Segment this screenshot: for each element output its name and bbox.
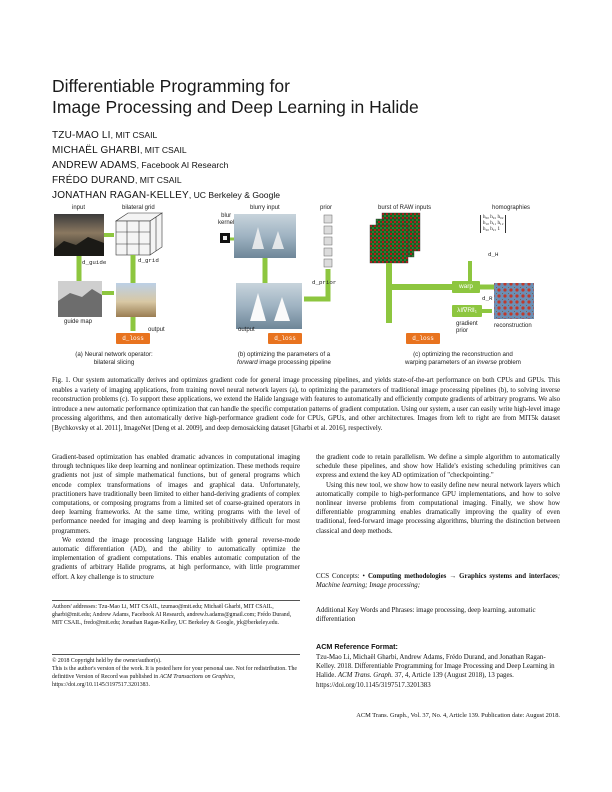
reconstruction-image bbox=[494, 283, 534, 319]
author: ANDREW ADAMS, Facebook AI Research bbox=[52, 160, 229, 171]
loss-node-b: d_loss bbox=[268, 333, 302, 344]
title-line-2: Image Processing and Deep Learning in Halide bbox=[52, 97, 419, 117]
label-homographies: homographies bbox=[492, 205, 531, 211]
gradient-prior-node: λ‖∇R‖₁ bbox=[452, 305, 482, 317]
figure-1 bbox=[52, 203, 560, 370]
homography-matrix: h₀₀ h₀₁ h₀₂ h₁₀ h₁₁ h₁₂ h₂₀ h₂₁ 1 bbox=[480, 215, 506, 233]
figure-caption: Fig. 1. Our system automatically derives and optimizes gradient code for general image processing pipelines, and yields state-of-the-art performance on both CPUs and GPUs. This enables a variety of imaging applications, from training novel neural network layers (a), to optimizing the parameters of traditional image processing pipelines (b), to solving inverse reconstruction problems (c). To support these applications, we extend the Halide language with features to automatically and efficiently compute gradients of arbitrary programs. We also introduce a new automatic performance optimization that can handle the specific computation patterns of gradient computation. Using our system, a user can easily write high-level image processing algorithms, and then automatically derive high-performance gradient code for CPUs, GPUs, and other architectures. Images from left to right are from MIT5k dataset [Bychkovsky et al. 2011], ImageNet [Deng et al. 2009], and deep demosaicking dataset [Gharbi et al. 2016], respectively. bbox=[52, 377, 560, 432]
label-guide-map: guide map bbox=[64, 319, 93, 325]
keywords: Additional Key Words and Phrases: image processing, deep learning, automatic differentiation bbox=[316, 607, 536, 624]
author: MICHAËL GHARBI, MIT CSAIL bbox=[52, 145, 187, 156]
title-line-1: Differentiable Programming for bbox=[52, 76, 290, 96]
panel-a bbox=[54, 213, 162, 331]
label-output-a: output bbox=[148, 327, 165, 333]
blurry-input-photo bbox=[234, 214, 296, 258]
copyright-notice: © 2018 Copyright held by the owner/author(s). This is the author's version of the work. It is posted here for your personal use. Not for redistribution. The definitive Version of Record was published in ACM Transactions on Graphics, https://doi.org/10.1145/3197517.3201383. bbox=[52, 654, 300, 689]
raw-burst-1 bbox=[370, 225, 408, 263]
author: TZU-MAO LI, MIT CSAIL bbox=[52, 130, 158, 141]
body-right-column bbox=[316, 453, 560, 536]
loss-node-c: d_loss bbox=[406, 333, 440, 344]
ccs-concepts: CCS Concepts: • Computing methodologies → Graphics systems and interfaces; Machine learning; Image processing; bbox=[316, 573, 560, 590]
label-burst: burst of RAW inputs bbox=[378, 205, 432, 211]
reference-format: Tzu-Mao Li, Michaël Gharbi, Andrew Adams, Frédo Durand, and Jonathan Ragan-Kelley. 2018. Differentiable Programming for Image Processing and Deep Learning in Halide. ACM Trans. Graph. 37, 4, Article 139 (August 2018), 13 pages. https://doi.org/10.1145/3197517.3201383 bbox=[316, 654, 555, 689]
output-photo bbox=[116, 283, 156, 317]
label-d-prior: d_prior bbox=[312, 279, 337, 286]
paper-title bbox=[52, 76, 572, 118]
label-d-grid: d_grid bbox=[138, 257, 159, 264]
prior-filter-stack bbox=[324, 215, 332, 267]
warp-node: warp bbox=[452, 281, 480, 293]
label-input: input bbox=[72, 205, 86, 211]
author: JONATHAN RAGAN-KELLEY, UC Berkeley & Google bbox=[52, 190, 281, 201]
body-left-column bbox=[52, 453, 300, 582]
paragraph: Gradient-based optimization has enabled dramatic advances in computational imaging through techniques like deep learning and nonlinear optimization. These methods require gradients not just of simple mathematical functions, but of general programs which encode complex transformations of images and graphical data. Unfortunately, practitioners have traditionally been limited to either hand-deriving gradients of complex computations, or composing programs from a limited set of coarse-grained operators in deep learning frameworks. At the same time, writing programs with the level of performance needed for imaging and deep learning is prohibitively difficult for most programmers. bbox=[52, 454, 300, 535]
paragraph: the gradient code to retain parallelism. We define a simple algorithm to automatically schedule these pipelines, and show how Halide's existing scheduling primitives can express and extend the key AD optimization of "checkpointing." bbox=[316, 454, 560, 480]
author-list bbox=[52, 128, 572, 203]
subcaption-c: (c) optimizing the reconstruction and warping parameters of an inverse problem bbox=[405, 351, 521, 366]
paragraph: Using this new tool, we show how to easily define new neural network layers which automatically compile to high-performance GPU implementations, and how to solve nonlinear inverse problems from computational imaging. Finally, we show how differentiable programming enables dramatically improving the quality of even traditional, feed-forward image processing algorithms, blurring the distinction between classical and deep methods. bbox=[316, 481, 560, 535]
loss-node-a: d_loss bbox=[116, 333, 150, 344]
bilateral-grid-cube bbox=[116, 213, 162, 255]
author: FRÉDO DURAND, MIT CSAIL bbox=[52, 175, 182, 186]
author-addresses-footnote: Authors' addresses: Tzu-Mao Li, MIT CSAIL, tzumao@mit.edu; Michaël Gharbi, MIT CSAIL, gharbi@mit.edu; Andrew Adams, Facebook AI Research, andrew.b.adams@gmail.com; Frédo Durand, MIT CSAIL, fredo@mit.edu; Jonathan Ragan-Kelley, UC Berkeley & Google, jrk@berkeley.edu. bbox=[52, 600, 300, 627]
output-photo-b bbox=[236, 283, 302, 329]
label-prior: prior bbox=[320, 205, 333, 211]
reference-heading: ACM Reference Format: bbox=[316, 642, 398, 651]
label-blur-kernel: blur kernel bbox=[218, 213, 235, 226]
label-output-b: output bbox=[238, 327, 255, 333]
paragraph: We extend the image processing language Halide with general reverse-mode automatic differentiation (AD), and the ability to automatically optimize the implementation of gradient computations. This enables automatic computation of the gradients of arbitrary Halide programs, at high performance, with little programmer effort. A key challenge is to structure bbox=[52, 536, 300, 581]
panel-b bbox=[220, 214, 332, 329]
label-d-guide: d_guide bbox=[82, 259, 107, 266]
label-blurry-input: blurry input bbox=[250, 205, 280, 211]
subcaption-a: (a) Neural network operator: bilateral slicing bbox=[75, 351, 153, 366]
label-gradient-prior: gradient prior bbox=[456, 321, 478, 334]
label-d-r: d_R bbox=[482, 295, 493, 302]
label-bilateral-grid: bilateral grid bbox=[122, 205, 155, 211]
blur-kernel-dot bbox=[223, 236, 227, 240]
label-reconstruction: reconstruction bbox=[494, 323, 532, 329]
subcaption-b: (b) optimizing the parameters of a forward image processing pipeline bbox=[237, 351, 331, 366]
label-d-h: d_H bbox=[488, 251, 499, 258]
running-footer: ACM Trans. Graph., Vol. 37, No. 4, Article 139. Publication date: August 2018. bbox=[356, 712, 560, 719]
